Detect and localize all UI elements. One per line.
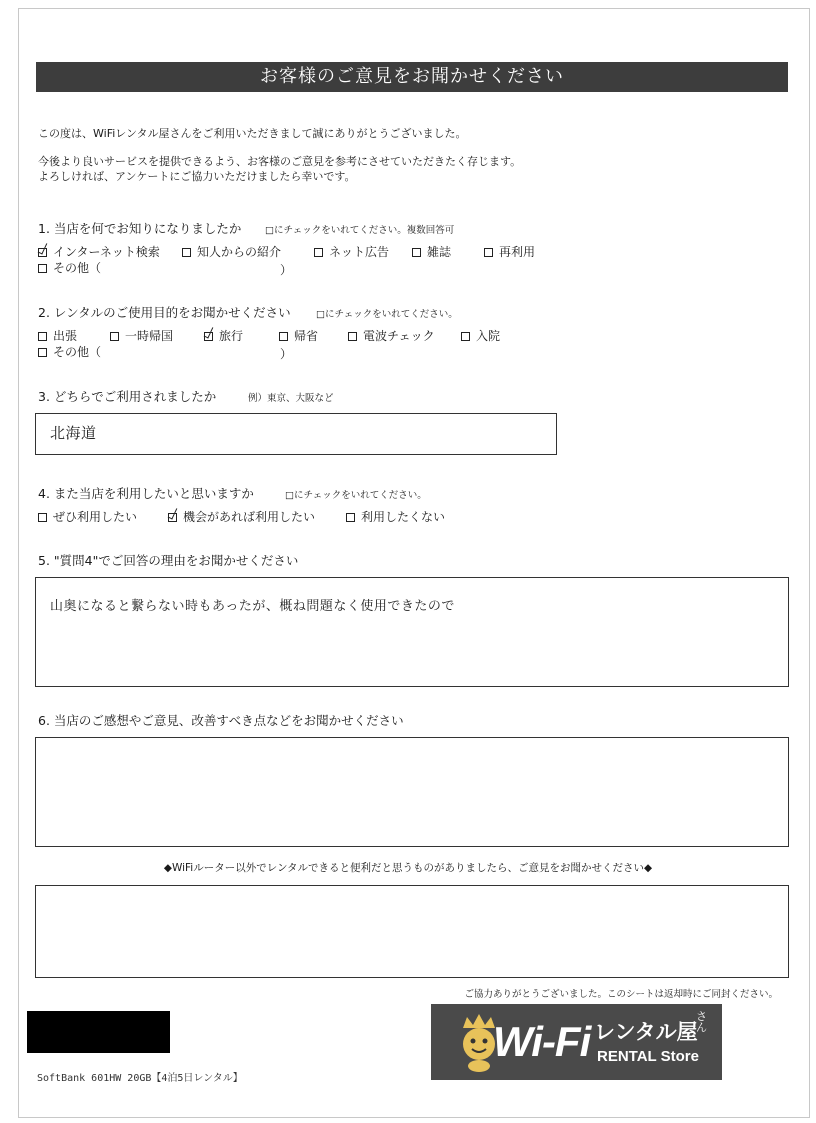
- q3-answer-box[interactable]: [35, 413, 557, 455]
- q4-title: 4. また当店を利用したいと思いますか: [38, 486, 254, 501]
- checkbox-icon[interactable]: [38, 348, 47, 357]
- checkbox-icon[interactable]: [461, 332, 470, 341]
- checkbox-icon[interactable]: [38, 513, 47, 522]
- logo-en-text: RENTAL Store: [597, 1048, 699, 1065]
- checkbox-icon[interactable]: [38, 264, 47, 273]
- checkbox-icon[interactable]: [182, 248, 191, 257]
- intro-line-2: 今後より良いサービスを提供できるよう、お客様のご意見を参考にさせていただきたく存じます。: [38, 155, 522, 168]
- q2-option-business[interactable]: 出張: [38, 329, 77, 343]
- q1-option-other[interactable]: その他（: [38, 261, 101, 275]
- logo-san-text: さん: [696, 1010, 707, 1034]
- q2-option-signal-check[interactable]: 電波チェック: [348, 329, 435, 343]
- logo-wifi-text: Wi-Fi: [493, 1018, 591, 1065]
- checkbox-icon[interactable]: [38, 332, 47, 341]
- checkbox-icon[interactable]: [346, 513, 355, 522]
- q4-option-if-chance[interactable]: 機会があれば利用したい: [168, 510, 315, 524]
- intro-line-3: よろしければ、アンケートにご協力いただけましたら幸いです。: [38, 170, 356, 183]
- thanks-note: ご協力ありがとうございました。このシートは返却時にご同封ください。: [464, 989, 778, 1000]
- q2-title: 2. レンタルのご使用目的をお聞かせください: [38, 305, 291, 320]
- q3-answer: 北海道: [50, 424, 97, 442]
- q1-title: 1. 当店を何でお知りになりましたか: [38, 221, 242, 236]
- q1-note: □にチェックをいれてください。複数回答可: [265, 225, 455, 236]
- checkbox-icon[interactable]: [412, 248, 421, 257]
- extra-request-note: ◆WiFiルーター以外でレンタルできると便利だと思うものがありましたら、ご意見をお聞かせください◆: [163, 862, 653, 874]
- extra-answer-box[interactable]: [35, 885, 789, 978]
- q1-option-magazine[interactable]: 雑誌: [412, 245, 451, 259]
- q2-other-close-paren: ）: [280, 347, 293, 361]
- q5-title: 5. "質問4"でご回答の理由をお聞かせください: [38, 553, 299, 568]
- q2-option-other[interactable]: その他（: [38, 345, 101, 359]
- q2-note: □にチェックをいれてください。: [316, 309, 458, 320]
- q6-answer-box[interactable]: [35, 737, 789, 847]
- product-info: SoftBank 601HW 20GB【4泊5日レンタル】: [37, 1073, 243, 1084]
- q2-option-temp-return[interactable]: 一時帰国: [110, 329, 173, 343]
- q5-answer: 山奥になると繋らない時もあったが、概ね問題なく使用できたので: [50, 599, 455, 614]
- checkbox-icon[interactable]: [348, 332, 357, 341]
- q2-option-travel[interactable]: 旅行: [204, 329, 243, 343]
- checkbox-icon[interactable]: [279, 332, 288, 341]
- intro-line-1: この度は、WiFiレンタル屋さんをご利用いただきまして誠にありがとうございました。: [38, 127, 467, 140]
- checkbox-icon[interactable]: [168, 513, 177, 522]
- checkbox-icon[interactable]: [110, 332, 119, 341]
- q1-option-reuse[interactable]: 再利用: [484, 245, 535, 259]
- checkbox-icon[interactable]: [204, 332, 213, 341]
- rental-store-logo: [431, 1004, 722, 1080]
- q3-title: 3. どちらでご利用されましたか: [38, 389, 217, 404]
- checkbox-icon[interactable]: [314, 248, 323, 257]
- q2-option-hospital[interactable]: 入院: [461, 329, 500, 343]
- q4-option-no[interactable]: 利用したくない: [346, 510, 445, 524]
- q1-option-internet[interactable]: インターネット検索: [38, 245, 160, 259]
- q2-option-homecoming[interactable]: 帰省: [279, 329, 318, 343]
- q5-answer-box[interactable]: [35, 577, 789, 687]
- q3-note: 例）東京、大阪など: [248, 393, 334, 404]
- q1-option-referral[interactable]: 知人からの紹介: [182, 245, 281, 259]
- checkbox-icon[interactable]: [38, 248, 47, 257]
- q4-note: □にチェックをいれてください。: [285, 490, 427, 501]
- logo-jp-text: レンタル屋: [594, 1020, 698, 1044]
- q1-other-close-paren: ）: [280, 263, 293, 277]
- q6-title: 6. 当店のご感想やご意見、改善すべき点などをお聞かせください: [38, 713, 404, 728]
- redaction-block: [27, 1011, 170, 1053]
- q1-option-net-ad[interactable]: ネット広告: [314, 245, 389, 259]
- checkbox-icon[interactable]: [484, 248, 493, 257]
- q4-option-definitely[interactable]: ぜひ利用したい: [38, 510, 137, 524]
- page-title: お客様のご意見をお聞かせください: [36, 62, 788, 92]
